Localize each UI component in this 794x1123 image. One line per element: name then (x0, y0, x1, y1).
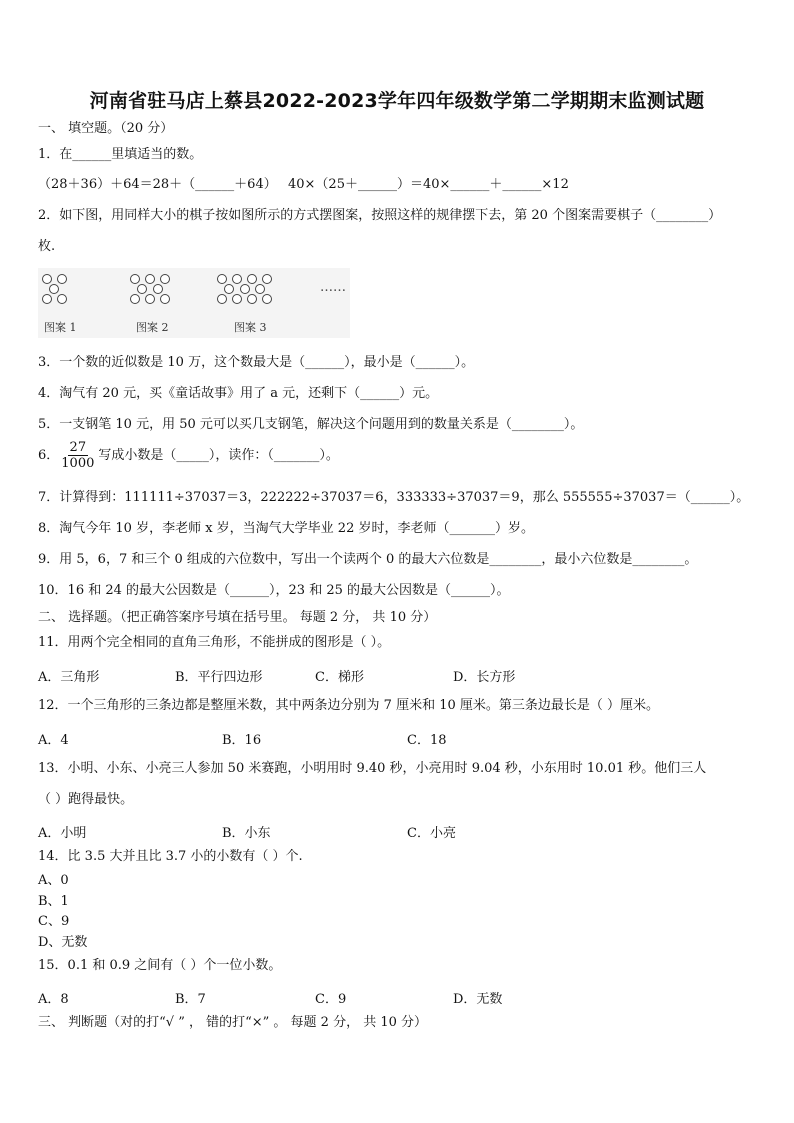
question-14-option-a: A、0 (38, 873, 69, 888)
pattern-drawing (38, 268, 350, 338)
question-12-option-c: C．18 (407, 733, 447, 748)
question-15-option-b: B．7 (175, 992, 206, 1007)
question-12: 12．一个三角形的三条边都是整厘米数，其中两条边分别为 7 厘米和 10 厘米。第三条边最长是（ ）厘米。 (38, 698, 660, 713)
question-13: 13．小明、小东、小亮三人参加 50 米赛跑，小明用时 9.40 秒，小亮用时 9.04 秒，小东用时 10.01 秒。他们三人 (38, 761, 707, 776)
question-12-option-a: A．4 (38, 733, 69, 748)
question-11: 11．用两个完全相同的直角三角形，不能拼成的图形是（ ）。 (38, 635, 391, 650)
question-11-option-a: A．三角形 (38, 670, 100, 685)
section-1-heading: 一、 填空题。（20 分） (38, 121, 174, 136)
question-15-option-a: A．8 (38, 992, 69, 1007)
question-15-option-d: D．无数 (453, 992, 503, 1007)
question-10: 10．16 和 24 的最大公因数是（______），23 和 25 的最大公因数是（______）。 (38, 583, 510, 598)
question-11-option-d: D．长方形 (453, 670, 516, 685)
question-15-option-c: C．9 (315, 992, 347, 1007)
question-1: 1．在______里填适当的数。 (38, 147, 203, 162)
question-1-equation-a: （28＋36）＋64＝28＋（______＋64） (38, 177, 277, 192)
pattern-ellipsis: …… (320, 280, 346, 295)
fraction-numerator: 27 (69, 440, 87, 455)
fraction (59, 440, 96, 471)
pattern-2-label: 图案 2 (136, 321, 169, 334)
section-2-heading: 二、 选择题。（把正确答案序号填在括号里。 每题 2 分， 共 10 分） (38, 610, 437, 625)
question-2-tail: 枚. (38, 239, 56, 254)
question-14-option-c: C、9 (38, 914, 70, 929)
question-14: 14．比 3.5 大并且比 3.7 小的小数有（ ）个. (38, 849, 303, 864)
question-1-equation-b: 40×（25＋______）＝40×______＋______×12 (288, 177, 569, 192)
question-9: 9．用 5，6，7 和三个 0 组成的六位数中，写出一个读两个 0 的最大六位数是________，最小六位数是________。 (38, 552, 698, 567)
question-6 (38, 440, 339, 472)
question-4: 4．淘气有 20 元，买《童话故事》用了 a 元，还剩下（______）元。 (38, 386, 439, 401)
fraction-denominator: 1000 (61, 456, 95, 471)
question-13-tail: （ ）跑得最快。 (38, 792, 134, 807)
section-3-heading: 三、 判断题（对的打“√ ” ， 错的打“×” 。 每题 2 分， 共 10 分） (38, 1015, 428, 1030)
question-14-option-b: B、1 (38, 894, 69, 909)
pattern-1-label: 图案 1 (44, 321, 77, 334)
pattern-3-label: 图案 3 (234, 321, 267, 334)
question-13-option-b: B．小东 (222, 826, 271, 841)
question-13-option-c: C．小亮 (407, 826, 456, 841)
page-title: 河南省驻马店上蔡县2022-2023学年四年级数学第二学期期末监测试题 (89, 90, 705, 112)
question-7: 7．计算得到：111111÷37037＝3，222222÷37037＝6，333333÷37037＝9，那么 555555÷37037＝（______）。 (38, 490, 750, 505)
question-6-text: 写成小数是（_____），读作：（_______）。 (98, 448, 339, 463)
question-11-option-b: B．平行四边形 (175, 670, 263, 685)
question-15: 15．0.1 和 0.9 之间有（ ）个一位小数。 (38, 958, 282, 973)
question-13-option-a: A．小明 (38, 826, 87, 841)
question-11-option-c: C．梯形 (315, 670, 364, 685)
question-5: 5．一支钢笔 10 元，用 50 元可以买几支钢笔，解决这个问题用到的数量关系是（________）。 (38, 417, 584, 432)
question-3: 3．一个数的近似数是 10 万，这个数最大是（______），最小是（______）。 (38, 355, 475, 370)
pattern-figure (38, 268, 350, 338)
question-6-number: 6． (38, 448, 60, 463)
question-14-option-d: D、无数 (38, 935, 88, 950)
question-8: 8．淘气今年 10 岁，李老师 x 岁，当淘气大学毕业 22 岁时，李老师（_______）岁。 (38, 521, 534, 536)
question-12-option-b: B．16 (222, 733, 262, 748)
question-2: 2．如下图，用同样大小的棋子按如图所示的方式摆图案，按照这样的规律摆下去，第 20 个图案需要棋子（________） (38, 208, 722, 223)
